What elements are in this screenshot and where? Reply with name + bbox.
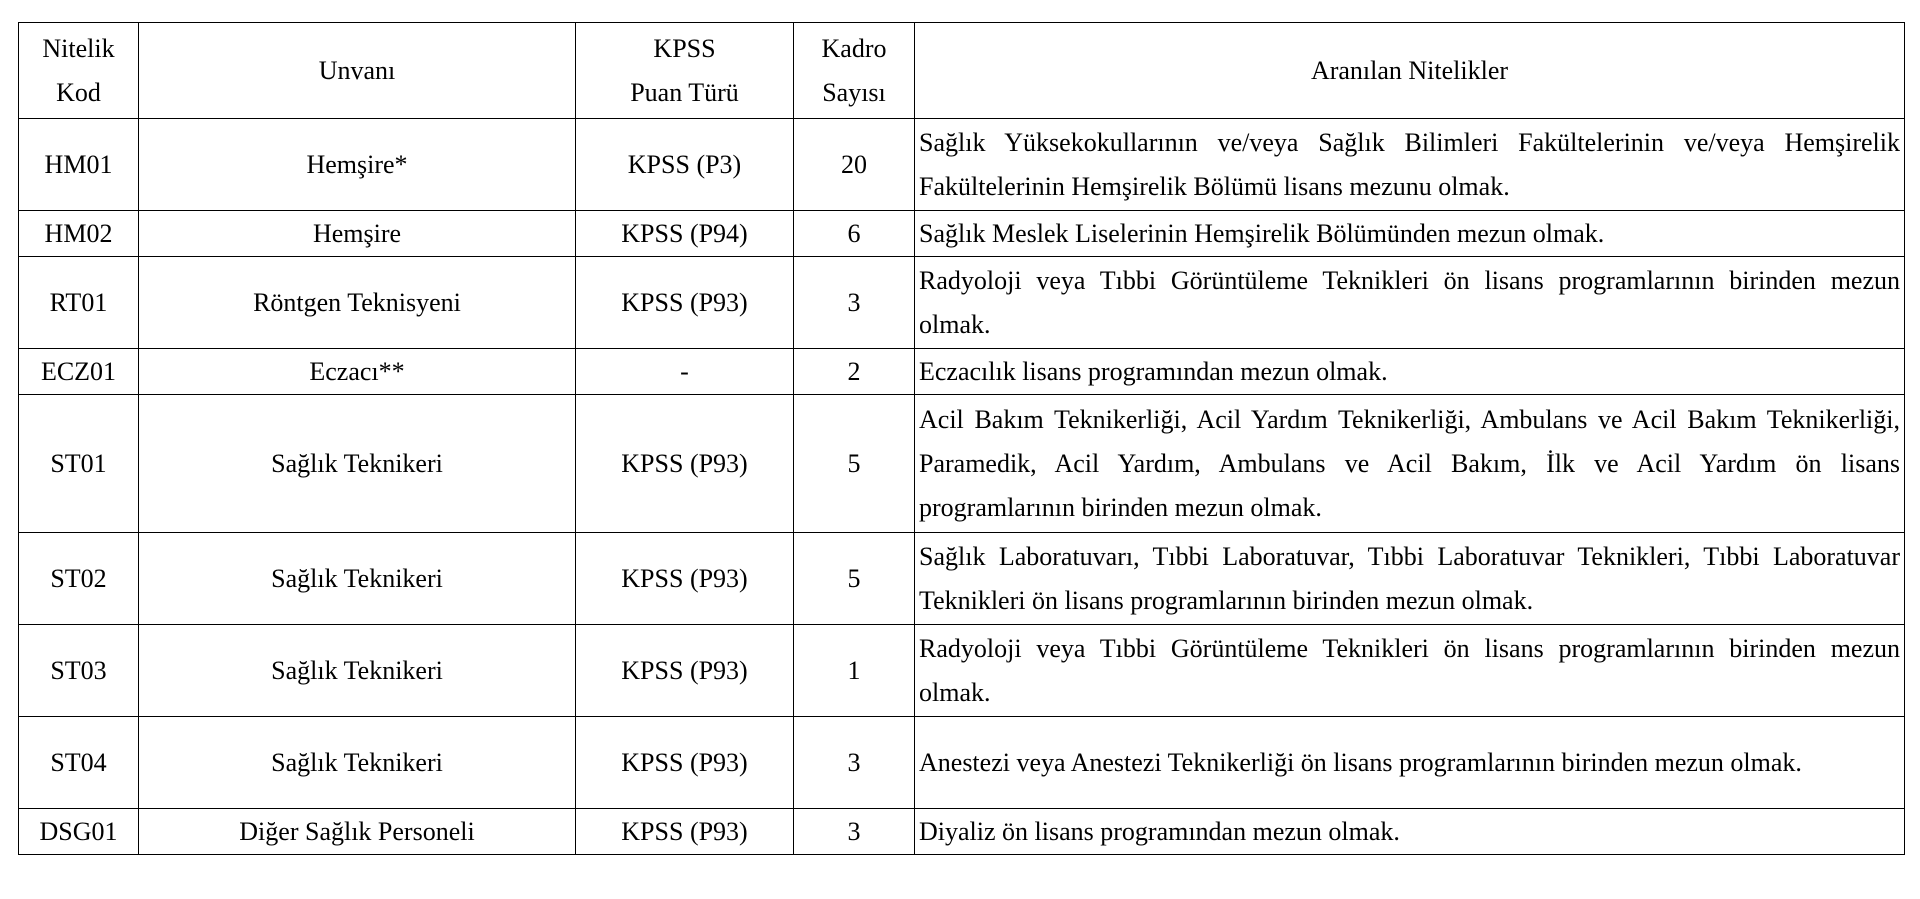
cell-nitelik: Sağlık Meslek Liselerinin Hemşirelik Bölümünden mezun olmak. xyxy=(915,211,1905,257)
cell-puan-turu: KPSS (P3) xyxy=(576,119,794,211)
cell-kadro: 6 xyxy=(794,211,915,257)
header-nitelik-kod: Nitelik Kod xyxy=(19,23,139,119)
cell-unvan: Hemşire xyxy=(139,211,576,257)
cell-unvan: Sağlık Teknikeri xyxy=(139,625,576,717)
cell-kadro: 1 xyxy=(794,625,915,717)
cell-kadro: 3 xyxy=(794,809,915,855)
cell-puan-turu: KPSS (P93) xyxy=(576,257,794,349)
cell-unvan: Sağlık Teknikeri xyxy=(139,395,576,533)
table-row xyxy=(19,349,1905,395)
cell-unvan: Eczacı** xyxy=(139,349,576,395)
positions-table xyxy=(18,22,1905,855)
cell-kod: ST01 xyxy=(19,395,139,533)
table-row xyxy=(19,211,1905,257)
table-row xyxy=(19,533,1905,625)
cell-kod: ECZ01 xyxy=(19,349,139,395)
cell-nitelik: Acil Bakım Teknikerliği, Acil Yardım Teknikerliği, Ambulans ve Acil Bakım Teknikerliği, Paramedik, Acil Yardım, Ambulans ve Acil Bakım, İlk ve Acil Yardım ön lisans programlarının birinden mezun olmak. xyxy=(915,395,1905,533)
cell-puan-turu: KPSS (P93) xyxy=(576,533,794,625)
cell-kod: ST04 xyxy=(19,717,139,809)
cell-puan-turu: KPSS (P94) xyxy=(576,211,794,257)
cell-unvan: Sağlık Teknikeri xyxy=(139,533,576,625)
cell-unvan: Hemşire* xyxy=(139,119,576,211)
cell-nitelik: Radyoloji veya Tıbbi Görüntüleme Teknikleri ön lisans programlarının birinden mezun olmak. xyxy=(915,625,1905,717)
header-kpss-puan-turu: KPSS Puan Türü xyxy=(576,23,794,119)
table-row xyxy=(19,119,1905,211)
table-header-row xyxy=(19,23,1905,119)
cell-kadro: 5 xyxy=(794,533,915,625)
cell-nitelik: Radyoloji veya Tıbbi Görüntüleme Teknikleri ön lisans programlarının birinden mezun olmak. xyxy=(915,257,1905,349)
header-unvan: Unvanı xyxy=(139,23,576,119)
cell-kod: ST02 xyxy=(19,533,139,625)
cell-nitelik: Anestezi veya Anestezi Teknikerliği ön lisans programlarının birinden mezun olmak. xyxy=(915,717,1905,809)
cell-kadro: 3 xyxy=(794,257,915,349)
cell-kadro: 5 xyxy=(794,395,915,533)
header-aranilan-nitelikler: Aranılan Nitelikler xyxy=(915,23,1905,119)
document-page xyxy=(18,22,1904,855)
cell-unvan: Röntgen Teknisyeni xyxy=(139,257,576,349)
header-kadro-sayisi: Kadro Sayısı xyxy=(794,23,915,119)
cell-nitelik: Diyaliz ön lisans programından mezun olmak. xyxy=(915,809,1905,855)
table-row xyxy=(19,717,1905,809)
cell-puan-turu: - xyxy=(576,349,794,395)
table-row xyxy=(19,257,1905,349)
cell-puan-turu: KPSS (P93) xyxy=(576,395,794,533)
cell-nitelik: Sağlık Yüksekokullarının ve/veya Sağlık Bilimleri Fakültelerinin ve/veya Hemşirelik Fakültelerinin Hemşirelik Bölümü lisans mezunu olmak. xyxy=(915,119,1905,211)
cell-kod: HM01 xyxy=(19,119,139,211)
cell-kadro: 3 xyxy=(794,717,915,809)
cell-kod: HM02 xyxy=(19,211,139,257)
cell-kadro: 2 xyxy=(794,349,915,395)
cell-unvan: Diğer Sağlık Personeli xyxy=(139,809,576,855)
table-row xyxy=(19,395,1905,533)
cell-unvan: Sağlık Teknikeri xyxy=(139,717,576,809)
cell-puan-turu: KPSS (P93) xyxy=(576,717,794,809)
cell-kod: RT01 xyxy=(19,257,139,349)
table-row xyxy=(19,625,1905,717)
cell-kadro: 20 xyxy=(794,119,915,211)
cell-kod: DSG01 xyxy=(19,809,139,855)
cell-kod: ST03 xyxy=(19,625,139,717)
cell-nitelik: Sağlık Laboratuvarı, Tıbbi Laboratuvar, Tıbbi Laboratuvar Teknikleri, Tıbbi Laboratuvar Teknikleri ön lisans programlarının birinden mezun olmak. xyxy=(915,533,1905,625)
cell-nitelik: Eczacılık lisans programından mezun olmak. xyxy=(915,349,1905,395)
table-row xyxy=(19,809,1905,855)
cell-puan-turu: KPSS (P93) xyxy=(576,625,794,717)
cell-puan-turu: KPSS (P93) xyxy=(576,809,794,855)
